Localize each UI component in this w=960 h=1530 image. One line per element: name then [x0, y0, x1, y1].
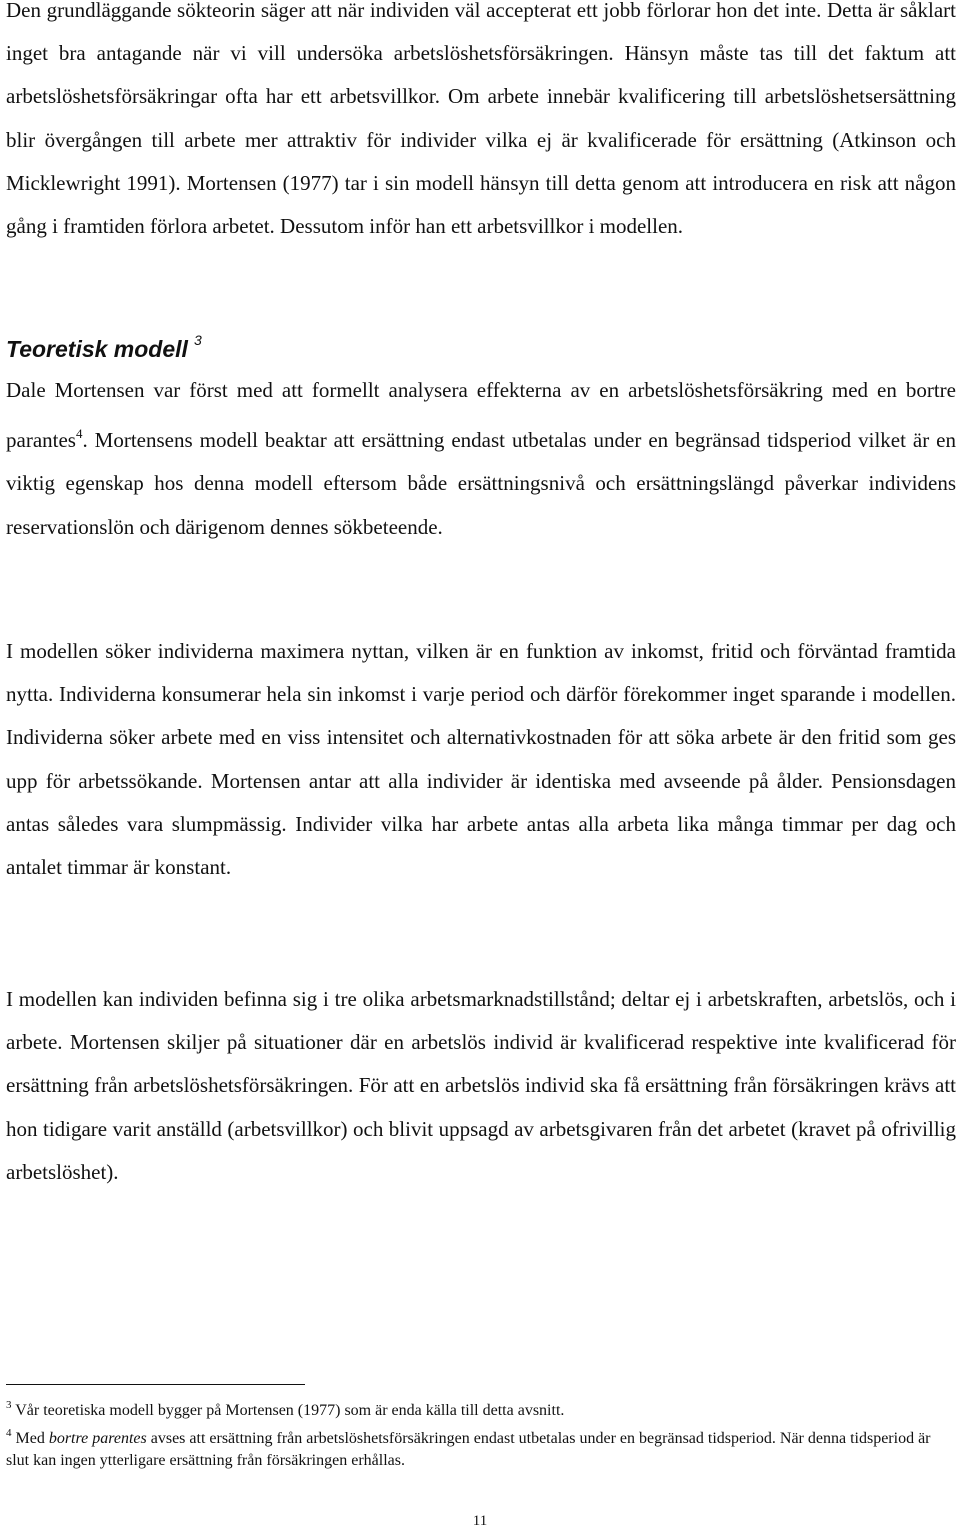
footnote-4-term: bortre parentes [48, 1430, 147, 1447]
footnote-separator [6, 1384, 305, 1385]
footnote-ref-4[interactable]: 4 [75, 426, 83, 442]
paragraph-mortensen-intro [6, 369, 956, 549]
section-heading-text: Teoretisk modell [6, 336, 188, 362]
paragraph-mortensen-intro-text-b: . Mortensens modell beaktar att ersättning endast utbetalas under en begränsad tidsperiod vilket är en viktig egenskap hos denna modell eftersom både ersättningsnivå och ersättningslängd påverkar individens reservationslön och därigenom dennes sökbeteende. [6, 428, 956, 539]
paragraph-utility-model: I modellen söker individerna maximera nyttan, vilken är en funktion av inkomst, fritid och förväntad framtida nytta. Individerna konsumerar hela sin inkomst i varje period och därför förekommer inget sparande i modellen. Individerna söker arbete med en viss intensitet och alternativkostnaden för att söka arbete är den fritid som ges upp för arbetssökande. Mortensen antar att alla individer är identiska med avseende på ålder. Pensionsdagen antas således vara slumpmässig. Individer vilka har arbete antas alla arbeta lika många timmar per dag och antalet timmar är konstant. [6, 639, 956, 880]
footnote-3 [6, 1394, 956, 1422]
footnotes [6, 1394, 956, 1472]
footnote-4-text-pre: Med [11, 1430, 49, 1447]
footnote-ref-3[interactable]: 3 [193, 332, 202, 348]
footnote-4-text-post: avses att ersättning från arbetslöshetsförsäkringen endast utbetalas under en begränsad tidsperiod. När denna tidsperiod är slut kan ingen ytterligare ersättning från försäkringen erhållas. [6, 1430, 931, 1469]
paragraph-mortensen-intro-text-a: Dale Mortensen var först med att formellt analysera effekterna av en arbetslöshetsförsäkring med en bortre parantes [6, 378, 956, 453]
paragraph-search-theory: Den grundläggande sökteorin säger att när individen väl accepterat ett jobb förlorar hon det inte. Detta är såklart inget bra antagande när vi vill undersöka arbetslöshetsförsäkringen. Hänsyn måste tas till det faktum att arbetslöshetsförsäkringar ofta har ett arbetsvillkor. Om arbete innebär kvalificering till arbetslöshetsersättning blir övergången till arbete mer attraktiv för individer vilka ej är kvalificerade för ersättning (Atkinson och Micklewright 1991). Mortensen (1977) tar i sin modell hänsyn till detta genom att introducera en risk att någon gång i framtiden förlora arbetet. Dessutom inför han ett arbetsvillkor i modellen. [6, 0, 956, 239]
paragraph-labour-states: I modellen kan individen befinna sig i tre olika arbetsmarknadstillstånd; deltar ej i arbetskraften, arbetslös, och i arbete. Mortensen skiljer på situationer där en arbetslös individ är kvalificerad respektive inte kvalificerad för ersättning från arbetslöshetsförsäkringen. För att en arbetslös individ ska få ersättning från försäkringen krävs att hon tidigare varit anställd (arbetsvillkor) och blivit uppsagd av arbetsgivaren från det arbetet (kravet på ofrivillig arbetslöshet). [6, 987, 956, 1184]
footnote-3-text: Vår teoretiska modell bygger på Mortensen (1977) som är enda källa till detta avsnitt. [11, 1402, 565, 1419]
footnote-4 [6, 1422, 956, 1472]
page-number: 11 [472, 1513, 488, 1529]
section-heading [6, 322, 202, 367]
footnote-4-mark: 4 [6, 1427, 12, 1439]
footnote-3-mark: 3 [6, 1399, 12, 1411]
